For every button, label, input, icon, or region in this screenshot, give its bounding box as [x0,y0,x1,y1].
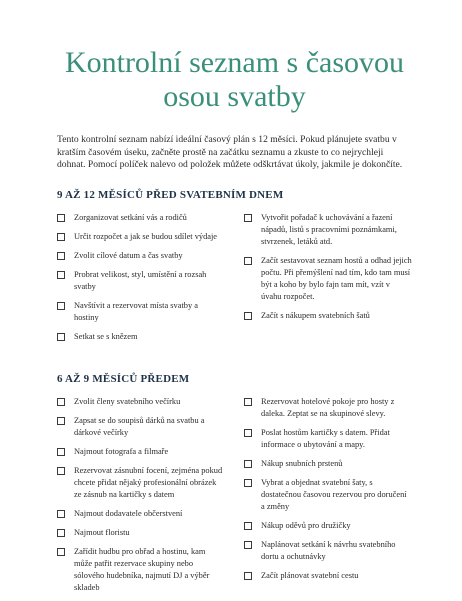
checkbox[interactable] [57,398,65,406]
checkbox[interactable] [244,312,252,320]
checkbox[interactable] [244,257,252,265]
checklist-item-label: Rezervovat hotelové pokoje pro hosty z daleka. Zeptat se na skupinové slevy. [261,396,395,418]
checklist-item[interactable] [244,310,412,322]
checklist-item[interactable] [57,527,224,539]
checkbox[interactable] [57,510,65,518]
checklist-item-label: Vybrat a objednat svatební šaty, s dostatečnou časovou rezervou pro doručení a změny [261,477,407,511]
checkbox[interactable] [57,467,65,475]
checklist-item-label: Určit rozpočet a jak se budou sdílet výdaje [74,231,218,241]
checklist-item-label: Setkat se s knězem [74,331,138,341]
checklist-right-column [244,396,412,601]
checklist-item-label: Probrat velikost, styl, umístění a rozsah svatby [74,269,207,291]
checkbox[interactable] [244,479,252,487]
checklist-item[interactable] [57,446,224,458]
checklist-item[interactable] [244,396,412,420]
checkbox[interactable] [57,529,65,537]
checklist-item-label: Poslat hostům kartičky s datem. Přidat informace o ubytování a mapy. [261,427,390,449]
checklist-item-label: Zapsat se do soupisů dárků na svatbu a dárkové večírky [74,415,205,437]
checkbox[interactable] [57,417,65,425]
checklist-item-label: Zorganizovat setkání vás a rodičů [74,212,187,222]
checkbox[interactable] [244,572,252,580]
checklist-item-label: Nákup snubních prstenů [261,458,343,468]
checklist-item[interactable] [57,231,224,243]
intro-paragraph: Tento kontrolní seznam nabízí ideální časový plán s 12 měsíci. Pokud plánujete svatbu v kratším časovém úseku, začněte prostě na začátku seznamu a zkuste to co nejrychleji dohnat. Pomocí políček nalevo od položek můžete odškrtávat úkoly, jakmile je dokončíte. [57,134,403,170]
checklist-item[interactable] [57,331,224,343]
checklist-item[interactable] [244,458,412,470]
checklist-item[interactable] [244,570,412,582]
checklist-item-label: Začít plánovat svatební cestu [261,570,359,580]
section-9-12-months-columns [57,212,412,350]
checklist-item[interactable] [57,269,224,293]
checkbox[interactable] [57,214,65,222]
checkbox[interactable] [57,233,65,241]
page-title: Kontrolní seznam s časovou osou svatby [64,46,405,113]
checklist-item-label: Najmout floristu [74,527,130,537]
checklist-item[interactable] [244,427,412,451]
checklist-item[interactable] [57,415,224,439]
checklist-item[interactable] [57,396,224,408]
checkbox[interactable] [57,302,65,310]
checklist-left-column [57,212,224,350]
checklist-item[interactable] [244,520,412,532]
checklist-item-label: Začít sestavovat seznam hostů a odhad jejich počtu. Při přemýšlení nad tím, kdo tam musí být a koho by bylo fajn tam mít, vzít v úvahu rozpočet. [261,255,412,301]
checklist-item[interactable] [57,508,224,520]
section-heading-9-12-months: 9 AŽ 12 MĚSÍCŮ PŘED SVATEBNÍM DNEM [57,188,284,201]
checklist-item-label: Naplánovat setkání k návrhu svatebního dortu a ochutnávky [261,539,396,561]
checkbox[interactable] [244,429,252,437]
checklist-item[interactable] [244,212,412,248]
checklist-item-label: Zvolit členy svatebního večírku [74,396,181,406]
checklist-item[interactable] [244,539,412,563]
checkbox[interactable] [244,522,252,530]
checklist-item[interactable] [57,465,224,501]
checkbox[interactable] [57,548,65,556]
checklist-item[interactable] [57,250,224,262]
checklist-item[interactable] [57,212,224,224]
checklist-item[interactable] [244,477,412,513]
checklist-item-label: Zvolit cílové datum a čas svatby [74,250,183,260]
checklist-item-label: Vytvořit pořadač k uchovávání a řazení nápadů, listů s pracovními poznámkami, stvrzenek, letáků atd. [261,212,397,246]
checkbox[interactable] [244,398,252,406]
checklist-item-label: Začít s nákupem svatebních šatů [261,310,370,320]
checklist-left-column [57,396,224,601]
checkbox[interactable] [57,252,65,260]
checklist-item[interactable] [244,255,412,303]
checkbox[interactable] [244,460,252,468]
checklist-item-label: Nákup oděvů pro družičky [261,520,351,530]
checkbox[interactable] [244,214,252,222]
checklist-item-label: Rezervovat zásnubní focení, zejména pokud chcete přidat nějaký profesionální obrázek ze zásnub na kartičky s datem [74,465,223,499]
checklist-item-label: Navštívit a rezervovat místa svatby a hostiny [74,300,198,322]
checkbox[interactable] [57,448,65,456]
checkbox[interactable] [244,541,252,549]
section-heading-6-9-months: 6 AŽ 9 MĚSÍCŮ PŘEDEM [57,372,190,385]
checkbox[interactable] [57,333,65,341]
section-6-9-months-columns [57,396,412,601]
checkbox[interactable] [57,271,65,279]
checklist-item-label: Najmout fotografa a filmaře [74,446,169,456]
checklist-item-label: Najmout dodavatele občerstvení [74,508,183,518]
checklist-item[interactable] [57,300,224,324]
checklist-right-column [244,212,412,350]
checklist-item-label: Zařídit hudbu pro obřad a hostinu, kam může patřit rezervace skupiny nebo sólového hudebníka, najmutí DJ a výběr skladeb [74,546,210,592]
checklist-item[interactable] [57,546,224,594]
